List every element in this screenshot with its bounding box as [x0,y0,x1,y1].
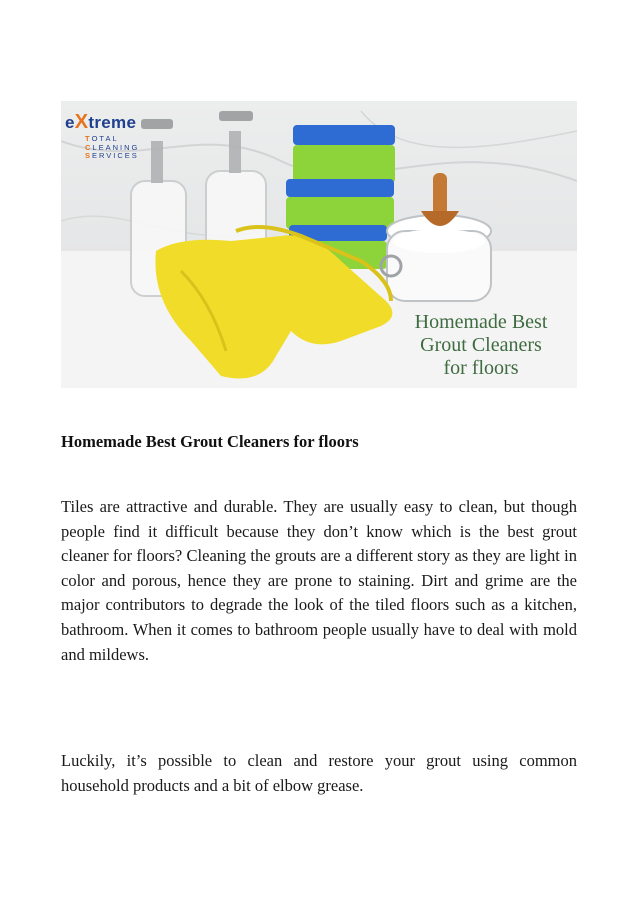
logo-line-services: SERVICES [85,151,139,160]
article-heading: Homemade Best Grout Cleaners for floors [61,432,359,451]
caption-line-2: Grout Cleaners [420,334,542,356]
caption-line-3: for floors [443,357,519,379]
caption-line-1: Homemade Best [414,311,548,333]
paragraph-intro: Tiles are attractive and durable. They are usually easy to clean, but though people find it difficult because they don’t know which is the best grout cleaner for floors? Cleaning the grouts are a different story as they are light in color and porous, hence they are prone to staining. Dirt and grime are the major contributors to degrade the look of the tiled floors such as a kitchen, bathroom. When it comes to bathroom people usually have to deal with mold and mildews. [61,497,577,664]
hero-image [61,101,577,388]
logo-line-total: TOTAL [85,134,119,143]
baking-soda-jar [381,173,491,301]
image-caption [386,311,576,380]
logo-wordmark: eXtreme [65,111,137,133]
company-logo [65,111,165,171]
paragraph-luckily: Luckily, it’s possible to clean and restore your grout using common household products and a bit of elbow grease. [61,751,577,795]
logo-line-cleaning: CLEANING [85,142,140,152]
